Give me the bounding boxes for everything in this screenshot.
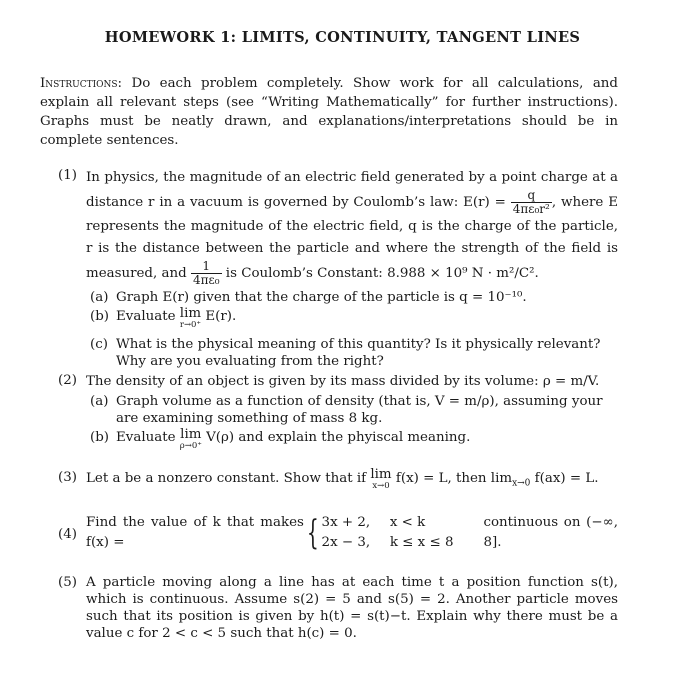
fraction-numerator: 1 [191, 260, 222, 274]
case-row [322, 533, 454, 553]
page-title: HOMEWORK 1: LIMITS, CONTINUITY, TANGENT LINES [104, 29, 581, 46]
problem-2-intro: The density of an object is given by its mass divided by its volume: ρ = m/V. [86, 374, 600, 389]
limit-word: lim [370, 467, 392, 482]
problem-4-pre: Find the value of k that makes f(x) = [86, 515, 304, 550]
case-condition: x < k [389, 515, 426, 530]
part-text-post: E(r). [205, 309, 237, 324]
instructions-label: Instructions: [40, 76, 123, 91]
problem-1-intro-c: , where E represents the magnitude of the electric field, q is the charge of the particle, r is the distance between the particle and where the strength of the field is measured, and [86, 195, 618, 281]
piecewise-cases [322, 513, 454, 553]
limit-subscript: ρ→0⁺ [179, 441, 202, 451]
problem-number: (4) [58, 527, 77, 542]
part-text [116, 308, 618, 330]
limit-word: lim [179, 306, 202, 321]
part-text: Graph volume as a function of density (that is, V = m/ρ), assuming your are examining something of mass 8 kg. [116, 394, 603, 426]
problem-5-text: A particle moving along a line has at each time t a position function s(t), which is continuous. Assume s(2) = 5 and s(5) = 2. Another particle moves such that its position is given by h(t) = s(t)−t. Explain why there must be a value c for 2 < c < 5 such that h(c) = 0. [86, 575, 618, 641]
limit-operator [370, 469, 391, 491]
problem-4-text [86, 513, 618, 553]
part-label: (a) [90, 290, 109, 305]
fraction-denominator: 4πε₀ [192, 273, 220, 287]
coulomb-fraction [511, 189, 552, 216]
left-brace: { [306, 513, 319, 553]
problem-number: (5) [58, 575, 77, 590]
part-b [90, 429, 618, 451]
limit-operator [180, 429, 202, 451]
problem-number: (2) [58, 373, 77, 388]
part-text: What is the physical meaning of this quantity? Is it physically relevant? Why are you evaluating from the right? [116, 337, 601, 369]
problem-1-intro: In physics, the magnitude of an electric field generated by a point charge at a distance [86, 170, 618, 210]
problem-4 [58, 513, 618, 553]
fraction-denominator: 4πε₀r² [512, 202, 550, 216]
case-expression: 3x + 2, [321, 515, 371, 530]
problem-3-pre: Let a be a nonzero constant. Show that if [86, 471, 367, 486]
part-text-post: V(ρ) and explain the phyiscal meaning. [206, 430, 471, 445]
problem-1-intro-d: is Coulomb’s Constant: 8.988 × 10⁹ N · m²/C². [225, 266, 539, 281]
part-a [90, 289, 618, 306]
problem-3-text [86, 469, 618, 491]
problem-3 [58, 469, 618, 491]
part-label: (a) [90, 394, 109, 409]
constant-fraction [191, 260, 222, 287]
part-text: Graph E(r) given that the charge of the particle is q = 10⁻¹⁰. [116, 290, 527, 305]
part-label: (b) [90, 430, 110, 445]
part-b [90, 308, 618, 334]
problem-1-intro-b: r in a vacuum is governed by Coulomb’s law: [148, 195, 459, 210]
case-expression: 2x − 3, [321, 535, 371, 550]
limit-subscript: x→0 [372, 481, 390, 491]
part-a [90, 393, 618, 427]
limit-operator [180, 308, 201, 330]
piecewise-statement [86, 513, 618, 553]
case-condition: k ≤ x ≤ 8 [389, 535, 454, 550]
problem-3-post: f(ax) = L. [534, 471, 599, 486]
problem-number: (3) [58, 470, 77, 485]
problem-1 [58, 167, 618, 370]
part-label: (b) [90, 309, 110, 324]
limit-inline-subscript: x→0 [512, 478, 531, 489]
problem-2 [58, 372, 618, 451]
part-text-pre: Evaluate [116, 309, 176, 324]
problem-4-post: continuous on (−∞, 8]. [483, 515, 618, 550]
problem-5 [58, 574, 618, 642]
part-text-pre: Evaluate [116, 430, 176, 445]
problem-3-mid: f(x) = L, then lim [395, 471, 513, 486]
fraction-numerator: q [511, 189, 552, 203]
part-c [90, 336, 618, 370]
coulomb-formula-lhs: E(r) = [463, 195, 506, 210]
instructions-paragraph [40, 74, 618, 150]
part-text [116, 429, 618, 451]
part-label: (c) [90, 337, 108, 352]
limit-word: lim [180, 427, 202, 442]
problem-1-body [86, 167, 618, 287]
problem-number: (1) [58, 168, 77, 183]
case-row [322, 513, 454, 533]
instructions-text: Do each problem completely. Show work for all calculations, and explain all relevant steps (see “Writing Mathematically” for further instructions). Graphs must be neatly drawn, and explanations/interpretations should be in complete sentences. [40, 76, 618, 148]
limit-subscript: r→0⁺ [179, 320, 201, 330]
